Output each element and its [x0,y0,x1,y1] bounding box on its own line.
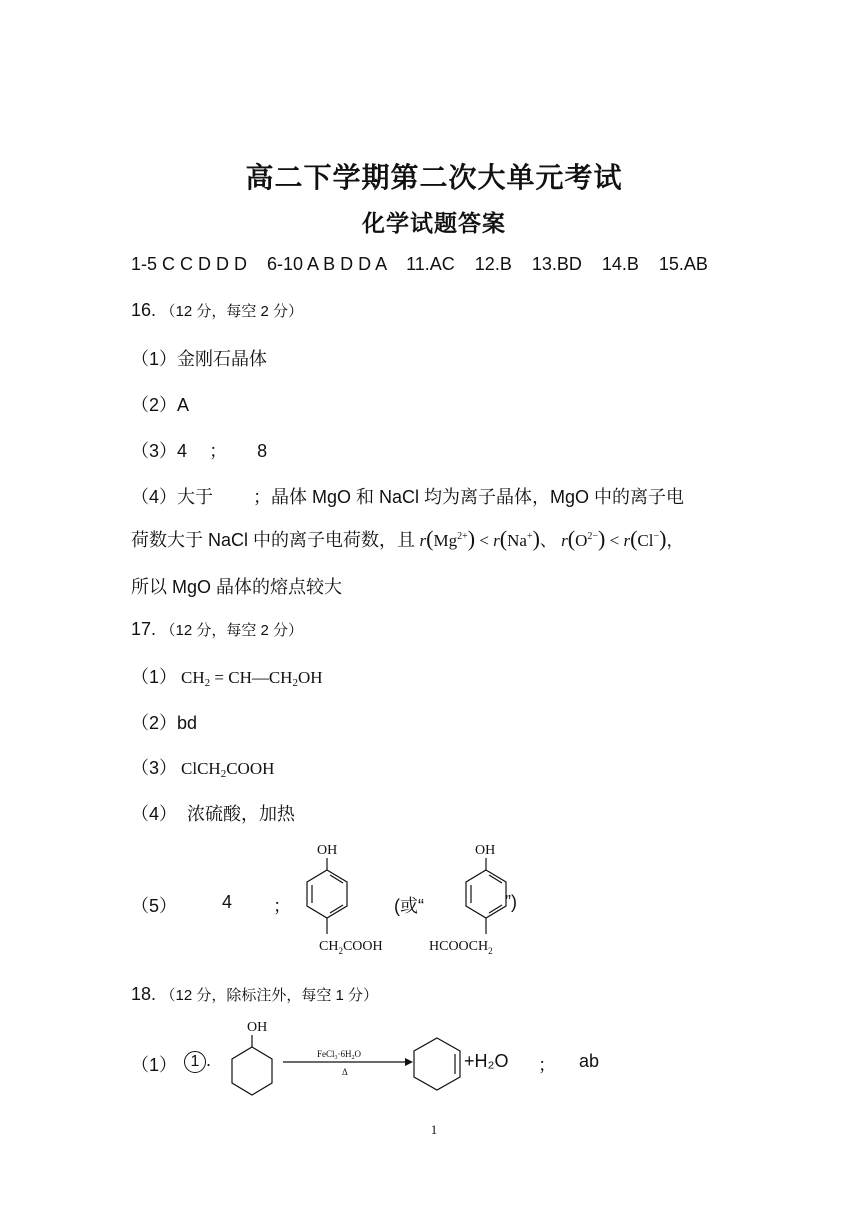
q17-number: 17. [131,619,157,639]
q17-answer-3-formula: ClCH$_2$COOH [181,759,275,780]
q17-answer-4: （4） 浓硫酸，加热 [131,804,296,824]
q18-answer-1-tail: ab [579,1051,600,1071]
svg-text:OH: OH [317,843,338,858]
q16-answer-3-value-a: （3）4 [131,441,188,461]
q18-answer-1-marker [184,1050,211,1073]
circled-number-1: 1 [184,1051,206,1073]
svg-text:HCOOCH2: $HCOOCH_2$ [429,939,493,956]
svg-text:OH: OH [475,843,496,858]
q17-answer-5-sep: ； [273,896,291,916]
page-number: 1 [430,1122,438,1137]
page-title: 高二下学期第二次大单元考试 [245,161,623,194]
q16-answer-3 [131,437,267,463]
q16-score-note: （12 分，每空 2 分） [160,303,304,320]
page-subtitle: 化学试题答案 [362,210,506,237]
q16-answer-3-sep: ； [209,441,228,461]
svg-text:CH2COOH: $CH_2COOH$ [319,939,383,956]
structure-4-hydroxyphenylacetic-acid [295,838,405,968]
reaction-cyclohexanol-to-cyclohexene [225,1015,470,1110]
q17-answer-3-label: （3） [131,758,178,778]
svg-text:OH: OH [247,1020,268,1035]
q17-header [131,619,303,640]
q17-answer-3 [131,754,274,780]
q17-answer-5-label: （5） [131,896,178,916]
multiple-choice-answers: 1-5 C C D D D 6-10 A B D D A 11.AC 12.B 13.BD 14.B 15.AB [131,254,708,274]
q18-header [131,984,378,1005]
q18-answer-1-sep: ； [538,1055,556,1075]
q16-answer-4-text: 荷数大于 NaCl 中的离子电荷数，且 [131,530,416,550]
q16-radius-comparison: $r(Mg^{2+}) < r(Na^+)$、 $r(O^{2-}) < r(Cl^-)$， [419,526,684,551]
q16-answer-4-line-3: 所以 MgO 晶体的熔点较大 [131,577,343,597]
q16-number: 16. [131,300,157,320]
q17-answer-1-label: （1） [131,667,178,687]
q17-answer-5-alt-close: ”) [505,892,517,912]
q16-header [131,300,303,321]
q18-number: 18. [131,984,157,1004]
q18-answer-1-product: +H₂O [464,1051,509,1071]
q17-answer-1 [131,663,323,689]
q16-answer-4-line-1: （4）大于 ；晶体 MgO 和 NaCl 均为离子晶体，MgO 中的离子电 [131,487,685,507]
q17-answer-5-alt-open: (或“ [394,896,424,916]
q18-answer-1-label: （1） [131,1055,178,1075]
q16-answer-2: （2）A [131,395,190,415]
q17-answer-1-formula: $CH_2$ = $CH—CH_2OH$ [181,668,323,689]
q17-answer-5-value: 4 [222,892,233,912]
q16-answer-3-value-b: 8 [257,441,268,461]
q17-answer-2: （2）bd [131,713,198,733]
q18-answer-1-dot: . [206,1050,212,1070]
svg-text:Δ: Δ [342,1067,348,1077]
svg-text:FeCl3·6H2O: $FeCl_3\cdot 6H_2O$ [317,1049,362,1061]
q16-answer-1: （1）金刚石晶体 [131,349,268,369]
q18-score-note: （12 分，除标注外，每空 1 分） [160,987,379,1004]
q17-score-note: （12 分，每空 2 分） [160,622,304,639]
q16-answer-4-line-2 [131,526,683,552]
